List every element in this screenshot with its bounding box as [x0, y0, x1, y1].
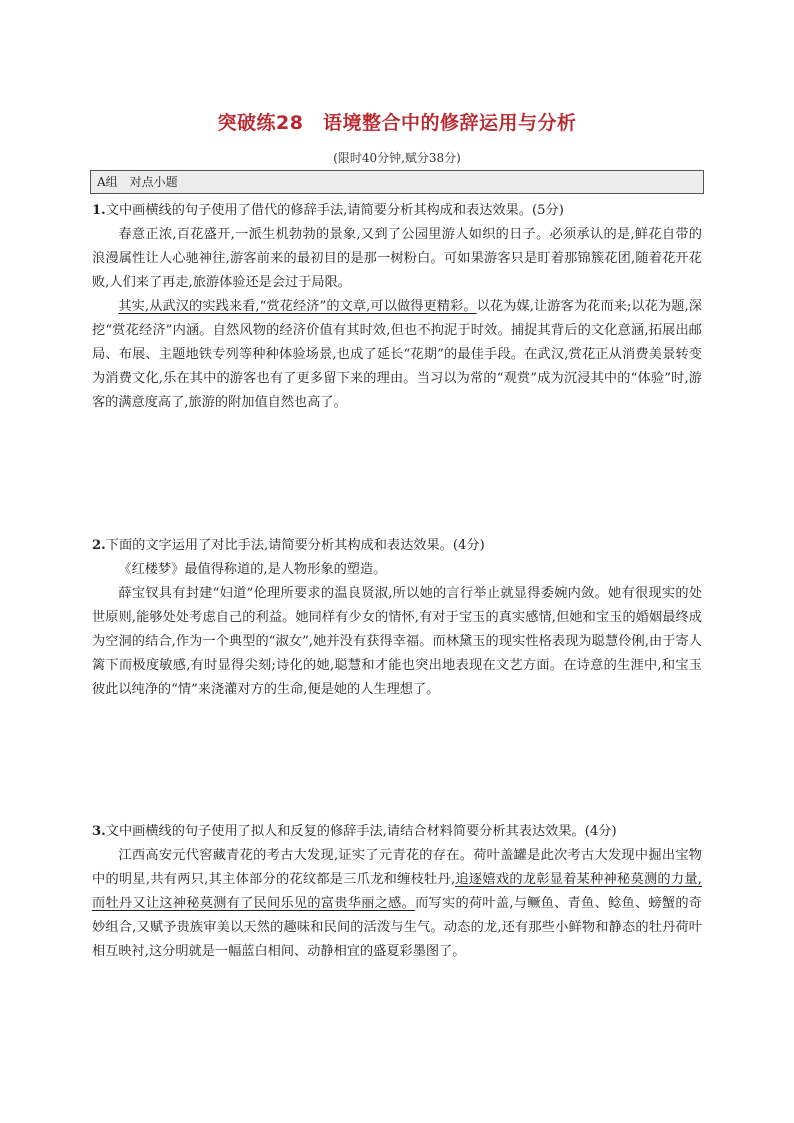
page-title: 突破练28 语境整合中的修辞运用与分析	[217, 112, 577, 134]
question-text: 文中画横线的句子使用了借代的修辞手法,请简要分析其构成和表达效果。(5分)	[105, 203, 564, 218]
question-3-paragraph-1	[92, 844, 702, 964]
question-3-prompt	[92, 820, 702, 844]
paragraph-text: 江西高安元代窖藏青花的考古大发现,证实了元青花的存在。荷叶盖罐是此次考古大发现中掘出宝物中的明星,共有两只,其主体部分的花纹都是三爪龙和缠枝牡丹,	[92, 848, 702, 887]
section-header-label: A组 对点小题	[97, 175, 178, 189]
underlined-sentence: 追逐嬉戏的龙彰显着某种神秘莫测的力量,而牡丹又让这神秘莫测有了民间乐见的富贵华丽之感。	[92, 872, 702, 911]
question-1-paragraph-1: 春意正浓,百花盛开,一派生机勃勃的景象,又到了公园里游人如织的日子。必须承认的是,鲜花自带的浪漫属性让人心驰神往,游客前来的最初目的是那一树粉白。可如果游客只是盯着那锦簇花团,随着花开花败,人们来了再走,旅游体验还是会过于局限。	[92, 227, 702, 290]
question-1-paragraph-2	[92, 295, 702, 415]
paragraph-text: 而写实的荷叶盖,与鳜鱼、青鱼、鲶鱼、螃蟹的奇妙组合,又赋予贵族审美以天然的趣味和民间的活泼与生气。动态的龙,还有那些小鲜物和静态的牡丹荷叶相互映衬,这分明就是一幅蓝白相间、动静相宜的盛夏彩墨图了。	[92, 896, 702, 959]
question-3	[92, 820, 702, 964]
question-number: 1.	[92, 203, 106, 218]
question-1	[92, 199, 702, 415]
question-number: 3.	[92, 824, 106, 839]
question-2-paragraph-2: 薛宝钗具有封建“妇道”伦理所要求的温良贤淑,所以她的言行举止就显得委婉内敛。她有很现实的处世原则,能够处处考虑自己的利益。她同样有少女的情怀,有对于宝玉的真实感情,但她和宝玉的婚姻最终成为空洞的结合,作为一个典型的“淑女”,她并没有获得幸福。而林黛玉的现实性格表现为聪慧伶俐,由于寄人篱下而极度敏感,有时显得尖刻;诗化的她,聪慧和才能也突出地表现在文艺方面。在诗意的生涯中,和宝玉彼此以纯净的“情”来浇灌对方的生命,便是她的人生理想了。	[92, 586, 702, 697]
section-header-group-a	[90, 170, 704, 194]
question-2-paragraph-1: 《红楼梦》最值得称道的,是人物形象的塑造。	[118, 562, 387, 577]
underlined-sentence: 其实,从武汉的实践来看,“赏花经济”的文章,可以做得更精彩。	[118, 299, 477, 314]
question-1-prompt	[92, 199, 702, 223]
paragraph-text: 以花为媒,让游客为花而来;以花为题,深挖“赏花经济”内涵。自然风物的经济价值有其时效,但也不拘泥于时效。捕捉其背后的文化意涵,拓展出邮局、布展、主题地铁专列等种种体验场景,也成了延长“花期”的最佳手段。在武汉,赏花正从消费美景转变为消费文化,乐在其中的游客也有了更多留下来的理由。当习以为常的“观赏”成为沉浸其中的“体验”时,游客的满意度高了,旅游的附加值自然也高了。	[92, 299, 702, 410]
question-text: 下面的文字运用了对比手法,请简要分析其构成和表达效果。(4分)	[105, 538, 485, 553]
time-score-note: (限时40分钟,赋分38分)	[333, 151, 461, 165]
question-text: 文中画横线的句子使用了拟人和反复的修辞手法,请结合材料简要分析其表达效果。(4分)	[105, 824, 617, 839]
question-number: 2.	[92, 538, 106, 553]
question-2	[92, 534, 702, 702]
question-2-prompt	[92, 534, 702, 558]
